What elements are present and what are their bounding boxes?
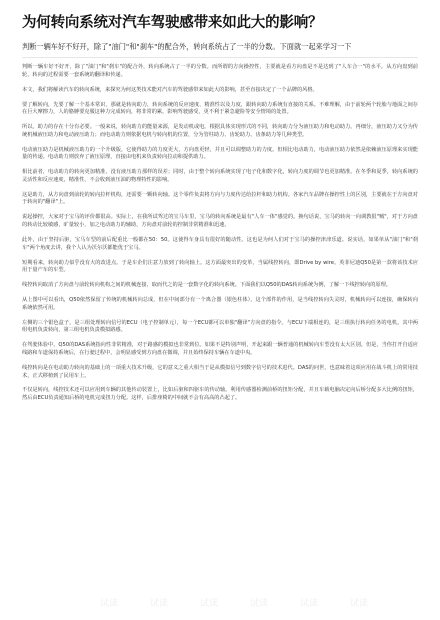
paragraph-10: 短期看来，转向助力似乎没有大的改进点。于是车企们注意力放到了转向轴上。这方面最突出的变革，当属线控转向，即Drive by wire。英菲尼迪Q50是第一款将该技术应用于量产车的车型。: [22, 259, 418, 274]
watermark-text: 试读: [300, 599, 319, 609]
watermark-text: 试读: [150, 599, 169, 609]
watermark-text: 试读: [250, 599, 269, 609]
paragraph-12: 从上图中可以看出，Q50依然保留了传统的机械转向总成，但在中间部分有一个离合器（银色柱体），这个部件的作用，是当线控转向失灵时，机械转向可以连接，确保转向系统依然可用。: [22, 297, 418, 311]
paragraph-3: 要了解转向，先要了解一个基本常识，那就是转向助力，转向系统的反应速度、精准性以及力度，跟转向助力系统有直接的关系。不难理解，由于前轮两个轮胎与地面之间存在巨大摩擦力，人的胳膊要克服这种力完成转向，将非常的累，影响驾驶感受，更不利于紧急避险等安全情境的处置。: [22, 101, 418, 116]
paragraph-2: 本文，我们将解读汽车的转向系统，来探究为何这类技术能对汽车的驾驶感带来如此大的影响，甚至直接决定了一个品牌的风格。: [22, 86, 318, 93]
paragraph-7: 这是助力，从方向盘到前轮的转向拉杆机构，还需要一颗转向轴。这个零件负责将方向与力度传达给拉杆和助力机构。各家汽车品牌在操控性上的区别，主要就在于方向盘对于转向的"翻译"上。: [22, 191, 418, 206]
article-title: 为何转向系统对汽车驾驶感带来如此大的影响？: [22, 15, 323, 31]
paragraph-14: 在驾驶体验中，Q50的DAS系统指向性非常精准，对于路感的模拟也非常到位。如果不是特别声明，开起来跟一辆普通的机械转向车型没有太大区别。但是，当你打开自适应线路和车道保持系统后，在行驶过程中，会明显感受到方向盘在微调，并且始终保持车辆在车道中央。: [22, 342, 418, 356]
paragraph-6: 相比前者，电动助力的转向更加精准，没有液压助力那样的误差；同时，由于整个转向系统实现了电子化和数字化，转向力度的调节也更加精准。在冬季和夏季，转向系统的灵活性和反应速度，精准性，不会收到液压油的物理特性的影响。: [22, 169, 418, 183]
paragraph-11: 线控转向取消了方向盘与前轮转向机构之间的机械连接，取而代之的是一套数字化的转向系统。下面我们以Q50的DAS转向系统为例，了解一下线控转向的原理。: [22, 282, 391, 289]
paragraph-4: 所以，助力的存在十分有必要。一般来说，转向助力的能量来源，是发动机或电。根据具体实现形式的不同，转向助力分为液压助力和电动助力。再细分，液压助力又分为传统机械液压助力和电动液压助力；而电动助力则依据电机与转向机的位置，分为管柱助力、齿轮助力、齿条助力等几种类型。: [22, 124, 418, 138]
paragraph-15: 线控转向是在电动助力转向的基础上的一项重大技术升级，它的意义之重大相当于是从模拟信号到数字信号的技术进代。DAS的问世，也意味着这项应用在战斗机上的常用技术，正式移植到了民用车上。: [22, 364, 418, 379]
paragraph-8: 说起操控，大家对于宝马的评价都很高。实际上，在我所试驾过的宝马车里，宝马的转向系统是最有"人车一体"感觉的。换句话说，宝马的转向一向调教很"贼"，对于方向盘的转动比较敏感，旷量较小，加之电动助力的辅助，方向盘对前轮的控制非常精准和迅速。: [22, 214, 418, 229]
paragraph-5: 电动液压助力是机械液压助力的一个升级版，它使得助力的力度更大，方向盘更轻，并且可以调整助力的力度。但相比电动助力，电动液压助力依然是依赖液压原理来实现能量的传递。电动助力则放弃了液压原理，直接由电机来负责转向拉动和提供助力。: [22, 146, 418, 161]
watermark-text: 试读: [100, 599, 119, 609]
paragraph-16: 不仅是转向，线控技术还可以应用到车辆的其他传动装置上，比如后驱和四驱车的传动轴。利用传感器检测前桥的扭矩分配，并且车载电脑决定向后桥分配多大比例的扭矩，然后由ECU负责通知后桥的电机完成扭力分配。这样，后排座椅的中间就不会有高高的凸起了。: [22, 387, 418, 402]
paragraph-1: 判断一辆车好不好开，除了"油门"和"刹车"的配合外，转向系统占了一半的分数。而所谓的方向操控性，主要就是看方向盘是不是达到了"人车合一"的水平。从方向盘到前轮，转向的过程需要一套系统的翻译和传递。: [22, 64, 418, 78]
paragraph-9: 此外，由于坚持后驱，宝马车型的前后配重比一般都在50：50。这使得车身具有很好的随动性。这也是为何人们对于宝马的操控津津乐道。说实话，如果单从"油门"和"刹车"两个角度去讲，我个人认为沃尔沃都能优于宝马。: [22, 237, 418, 251]
article-intro: 判断一辆车好不好开，除了"油门"和"刹车"的配合外，转向系统占了一半的分数。下面就一起来学习一下: [22, 41, 418, 58]
watermark-text: 试读: [200, 599, 219, 609]
paragraph-13: 左侧的三个银色盒子，是三组处理转向信号的ECU（电子控制单元），每一个ECU都可以单独"翻译"方向盘的指令。与ECU下端相连的，是三组执行转向任务的电机。其中两组电机负责转向，第三组电机负责模拟路感。: [22, 319, 418, 334]
watermark-text: 试读: [350, 599, 369, 609]
